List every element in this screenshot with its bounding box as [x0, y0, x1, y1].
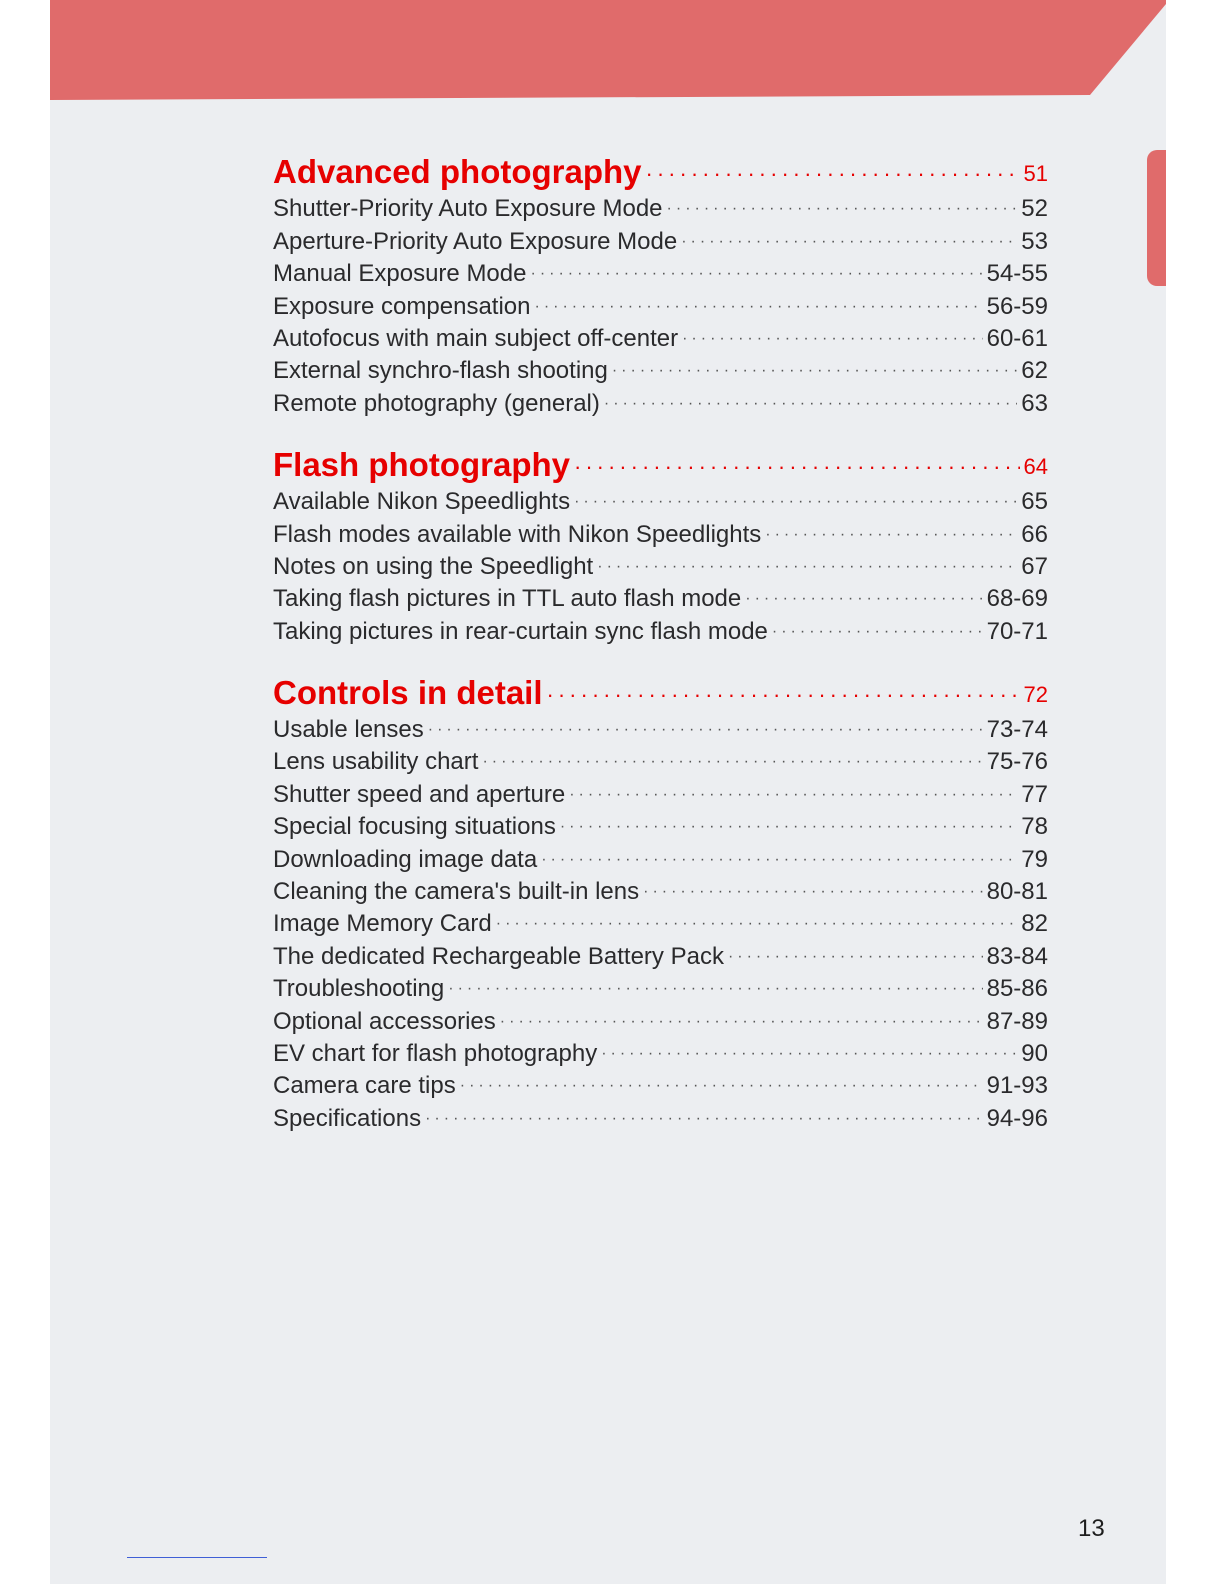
section-title: Advanced photography: [273, 153, 642, 190]
table-of-contents: [273, 148, 1048, 1156]
entry-page-ref: 67: [1021, 552, 1048, 580]
entry-title: Camera care tips: [273, 1072, 456, 1100]
toc-entry[interactable]: [273, 875, 1048, 907]
toc-entry[interactable]: [273, 810, 1048, 842]
toc-entry[interactable]: [273, 192, 1048, 224]
toc-entry[interactable]: [273, 322, 1048, 354]
toc-entry[interactable]: [273, 1069, 1048, 1101]
entry-title: Flash modes available with Nikon Speedlights: [273, 520, 762, 548]
toc-entry[interactable]: [273, 386, 1048, 418]
toc-entry[interactable]: [273, 1004, 1048, 1036]
entry-page-ref: 83-84: [986, 942, 1048, 970]
toc-entry[interactable]: [273, 972, 1048, 1004]
toc-entry[interactable]: [273, 777, 1048, 809]
entry-page-ref: 63: [1021, 389, 1048, 417]
dot-leader: [745, 584, 982, 614]
dot-leader: [500, 1007, 983, 1037]
dot-leader: [601, 1039, 1017, 1069]
section-page-ref: 64: [1023, 453, 1048, 479]
toc-entry[interactable]: [273, 582, 1048, 614]
entry-title: Autofocus with main subject off-center: [273, 324, 679, 352]
entry-title: Available Nikon Speedlights: [273, 488, 571, 516]
entry-page-ref: 60-61: [986, 324, 1048, 352]
entry-page-ref: 82: [1021, 910, 1048, 938]
entry-title: Remote photography (general): [273, 389, 600, 417]
entry-title: Exposure compensation: [273, 292, 531, 320]
entry-title: Shutter speed and aperture: [273, 780, 566, 808]
toc-entry[interactable]: [273, 745, 1048, 777]
entry-page-ref: 70-71: [986, 617, 1048, 645]
chapter-tab-marker: [1147, 150, 1166, 286]
dot-leader: [560, 812, 1017, 842]
dot-leader: [428, 715, 983, 745]
toc-entry[interactable]: [273, 354, 1048, 386]
dot-leader: [772, 617, 983, 647]
toc-entry[interactable]: [273, 614, 1048, 646]
toc-entry[interactable]: [273, 842, 1048, 874]
entry-page-ref: 77: [1021, 780, 1048, 808]
dot-leader: [728, 942, 983, 972]
dot-leader: [681, 227, 1017, 257]
toc-section: [273, 148, 1048, 419]
toc-entry[interactable]: [273, 224, 1048, 256]
dot-leader: [569, 780, 1017, 810]
toc-entry[interactable]: [273, 550, 1048, 582]
entry-title: Optional accessories: [273, 1007, 496, 1035]
entry-title: The dedicated Rechargeable Battery Pack: [273, 942, 724, 970]
entry-page-ref: 85-86: [986, 975, 1048, 1003]
toc-section: [273, 669, 1048, 1134]
entry-title: Shutter-Priority Auto Exposure Mode: [273, 195, 663, 223]
entry-title: Lens usability chart: [273, 748, 479, 776]
entry-title: Specifications: [273, 1104, 422, 1132]
entry-page-ref: 52: [1021, 195, 1048, 223]
dot-leader: [530, 259, 982, 289]
dot-leader: [646, 156, 1020, 192]
entry-title: Image Memory Card: [273, 910, 492, 938]
entry-page-ref: 91-93: [986, 1072, 1048, 1100]
entry-page-ref: 80-81: [986, 878, 1048, 906]
entry-title: Taking pictures in rear-curtain sync flash mode: [273, 617, 768, 645]
dot-leader: [597, 552, 1017, 582]
toc-entry[interactable]: [273, 907, 1048, 939]
toc-entry[interactable]: [273, 257, 1048, 289]
entry-page-ref: 54-55: [986, 260, 1048, 288]
section-page-ref: 51: [1023, 161, 1048, 186]
toc-entry[interactable]: [273, 939, 1048, 971]
bottom-rule: [127, 1557, 267, 1558]
header-band: [50, 0, 1166, 100]
dot-leader: [574, 487, 1017, 517]
entry-title: Special focusing situations: [273, 813, 556, 841]
dot-leader: [541, 845, 1017, 875]
dot-leader: [604, 389, 1017, 419]
section-title: Flash photography: [273, 445, 570, 483]
toc-entry[interactable]: [273, 713, 1048, 745]
dot-leader: [667, 194, 1018, 224]
entry-page-ref: 75-76: [986, 748, 1048, 776]
entry-page-ref: 68-69: [986, 585, 1048, 613]
entry-title: Troubleshooting: [273, 975, 445, 1003]
entry-page-ref: 66: [1021, 520, 1048, 548]
dot-leader: [574, 449, 1020, 485]
toc-entry[interactable]: [273, 289, 1048, 321]
page-number: 13: [1078, 1515, 1105, 1542]
toc-entry[interactable]: [273, 1101, 1048, 1133]
entry-page-ref: 73-74: [986, 716, 1048, 744]
dot-leader: [765, 520, 1017, 550]
entry-page-ref: 90: [1021, 1039, 1048, 1067]
section-heading[interactable]: [273, 148, 1048, 192]
dot-leader: [448, 974, 982, 1004]
dot-leader: [482, 747, 982, 777]
dot-leader: [643, 877, 983, 907]
section-heading[interactable]: [273, 441, 1048, 485]
entry-page-ref: 87-89: [986, 1007, 1048, 1035]
entry-title: External synchro-flash shooting: [273, 357, 608, 385]
section-page-ref: 72: [1023, 681, 1048, 707]
entry-page-ref: 94-96: [986, 1104, 1048, 1132]
entry-title: Downloading image data: [273, 845, 538, 873]
dot-leader: [425, 1104, 983, 1134]
dot-leader: [460, 1071, 983, 1101]
section-title: Controls in detail: [273, 673, 543, 711]
entry-page-ref: 65: [1021, 488, 1048, 516]
entry-page-ref: 79: [1021, 845, 1048, 873]
entry-title: Taking flash pictures in TTL auto flash mode: [273, 585, 742, 613]
entry-title: Notes on using the Speedlight: [273, 552, 594, 580]
dot-leader: [612, 356, 1017, 386]
toc-entry[interactable]: [273, 1037, 1048, 1069]
entry-page-ref: 53: [1021, 227, 1048, 255]
dot-leader: [496, 909, 1018, 939]
dot-leader: [547, 677, 1020, 713]
dot-leader: [682, 324, 983, 354]
toc-entry[interactable]: [273, 517, 1048, 549]
entry-page-ref: 78: [1021, 813, 1048, 841]
entry-title: Cleaning the camera's built-in lens: [273, 878, 640, 906]
entry-page-ref: 62: [1021, 357, 1048, 385]
dot-leader: [534, 292, 982, 322]
toc-section: [273, 441, 1048, 647]
entry-title: Usable lenses: [273, 716, 424, 744]
entry-title: Aperture-Priority Auto Exposure Mode: [273, 227, 678, 255]
entry-title: Manual Exposure Mode: [273, 260, 527, 288]
entry-title: EV chart for flash photography: [273, 1039, 598, 1067]
toc-entry[interactable]: [273, 485, 1048, 517]
entry-page-ref: 56-59: [986, 292, 1048, 320]
section-heading[interactable]: [273, 669, 1048, 713]
